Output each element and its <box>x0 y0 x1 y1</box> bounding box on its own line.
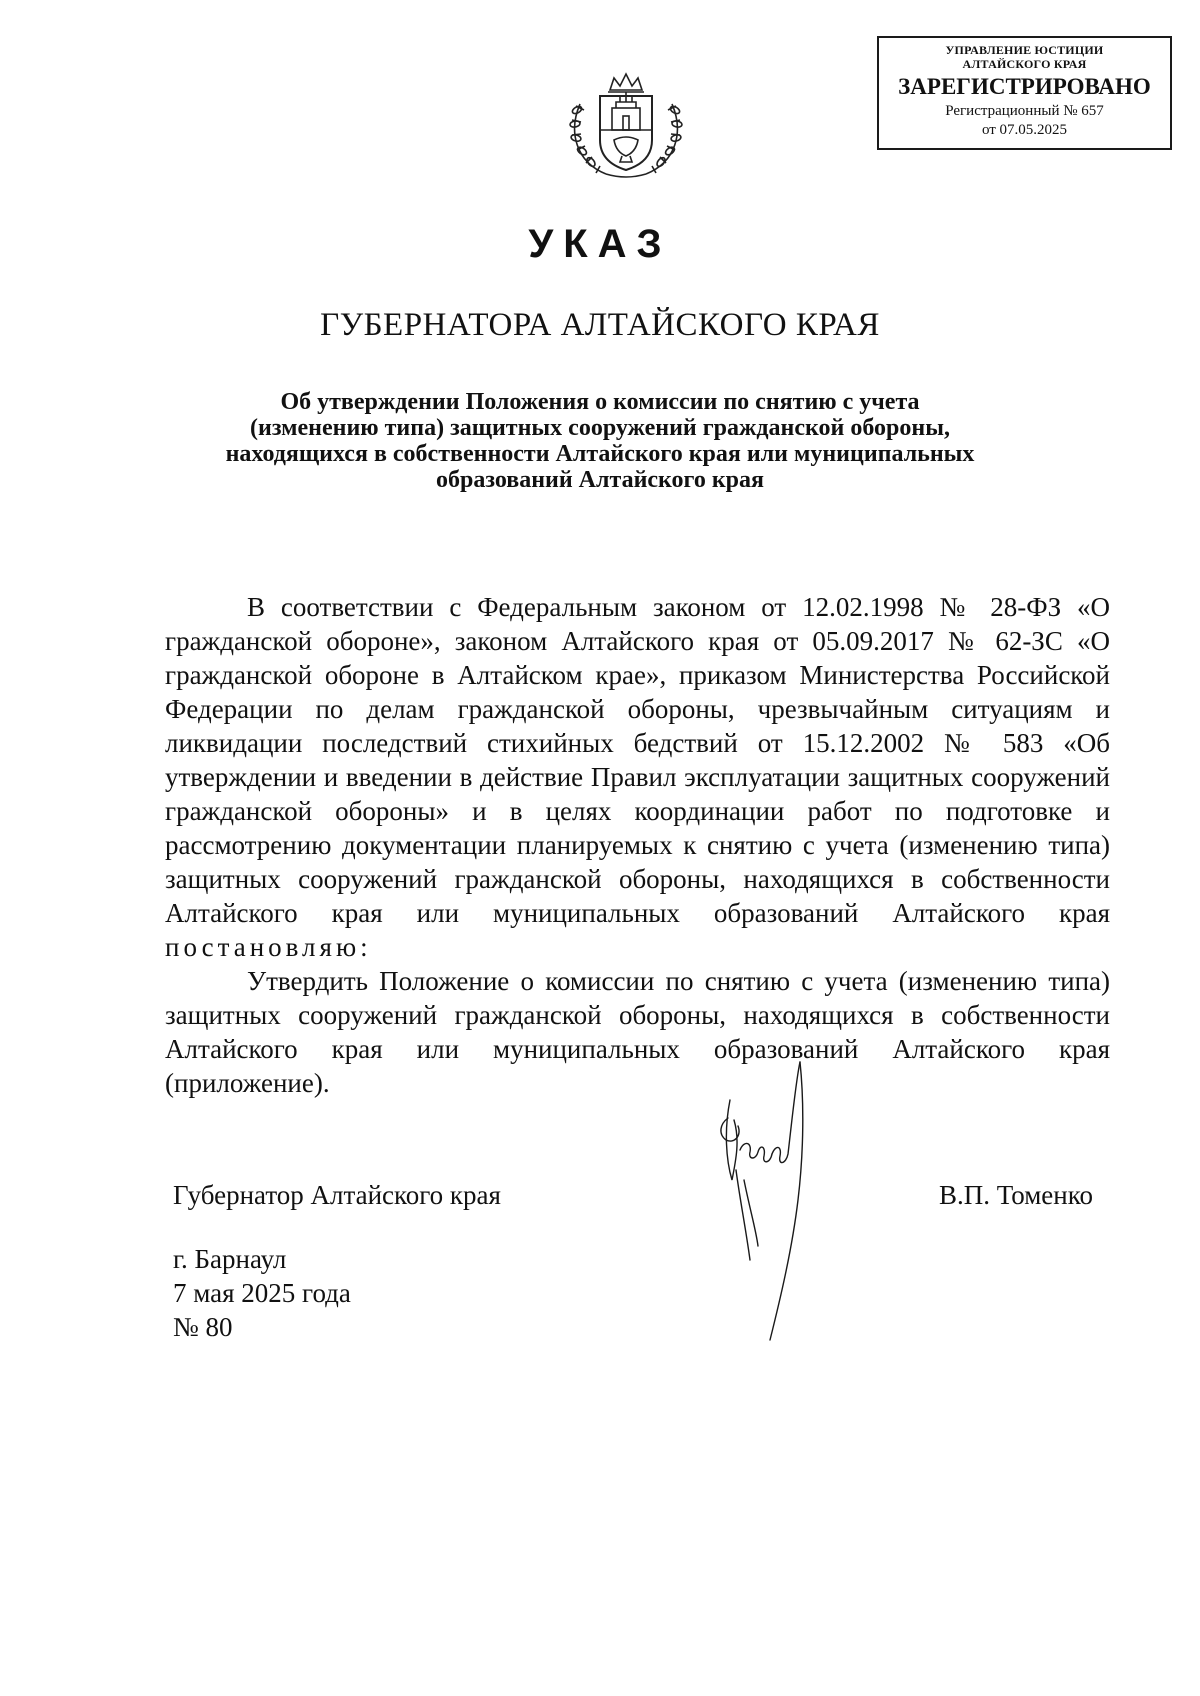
document-title-line: Об утверждении Положения о комиссии по снятию с учета <box>280 389 920 415</box>
stamp-org-line1: УПРАВЛЕНИЕ ЮСТИЦИИ <box>945 43 1104 57</box>
preamble-paragraph <box>165 590 1110 964</box>
document-title <box>170 389 1030 493</box>
stamp-reg-number: Регистрационный № 657 <box>945 103 1104 119</box>
signatory-position: Губернатор Алтайского края <box>173 1180 501 1210</box>
signatory-name: В.П. Томенко <box>939 1180 1093 1210</box>
document-title-line: находящихся в собственности Алтайского края или муниципальных <box>225 441 975 467</box>
decree-word: постановляю: <box>165 932 372 962</box>
preamble-text: В соответствии с Федеральным законом от 12.02.1998 № 28-ФЗ «О гражданской обороне», законом Алтайского края от 05.09.2017 № 62-ЗС «О гражданской обороне в Алтайском крае», приказом Министерства Российской Федерации по делам гражданской обороны, чрезвычайным ситуациям и ликвидации последствий стихийных бедствий от 15.12.2002 № 583 «Об утверждении и введении в действие Правил эксплуатации защитных сооружений гражданской обороны» и в целях координации работ по подготовке и рассмотрению документации планируемых к снятию с учета (изменению типа) защитных сооружений гражданской обороны, находящихся в собственности Алтайского края или муниципальных образований Алтайского края <box>165 592 1110 928</box>
issue-number: № 80 <box>173 1312 233 1342</box>
document-title-line: (изменению типа) защитных сооружений гражданской обороны, <box>250 415 950 441</box>
handwritten-signature-icon <box>700 1060 850 1360</box>
coat-of-arms-icon <box>562 70 690 182</box>
issue-place: г. Барнаул <box>173 1244 287 1274</box>
document-body <box>165 590 1110 1100</box>
stamp-org-line2: АЛТАЙСКОГО КРАЯ <box>962 57 1087 71</box>
issue-date: 7 мая 2025 года <box>173 1278 351 1308</box>
document-type: УКАЗ <box>528 222 672 266</box>
registration-stamp <box>877 36 1172 150</box>
document-title-line: образований Алтайского края <box>435 467 765 493</box>
stamp-status: ЗАРЕГИСТРИРОВАНО <box>898 74 1151 99</box>
issue-details <box>173 1242 351 1344</box>
issuer-title: ГУБЕРНАТОРА АЛТАЙСКОГО КРАЯ <box>320 307 880 343</box>
decision-paragraph: Утвердить Положение о комиссии по снятию с учета (изменению типа) защитных сооружений гражданской обороны, находящихся в собственности Алтайского края или муниципальных образований Алтайского края (приложение). <box>165 966 1110 1098</box>
stamp-reg-date: от 07.05.2025 <box>981 122 1068 138</box>
